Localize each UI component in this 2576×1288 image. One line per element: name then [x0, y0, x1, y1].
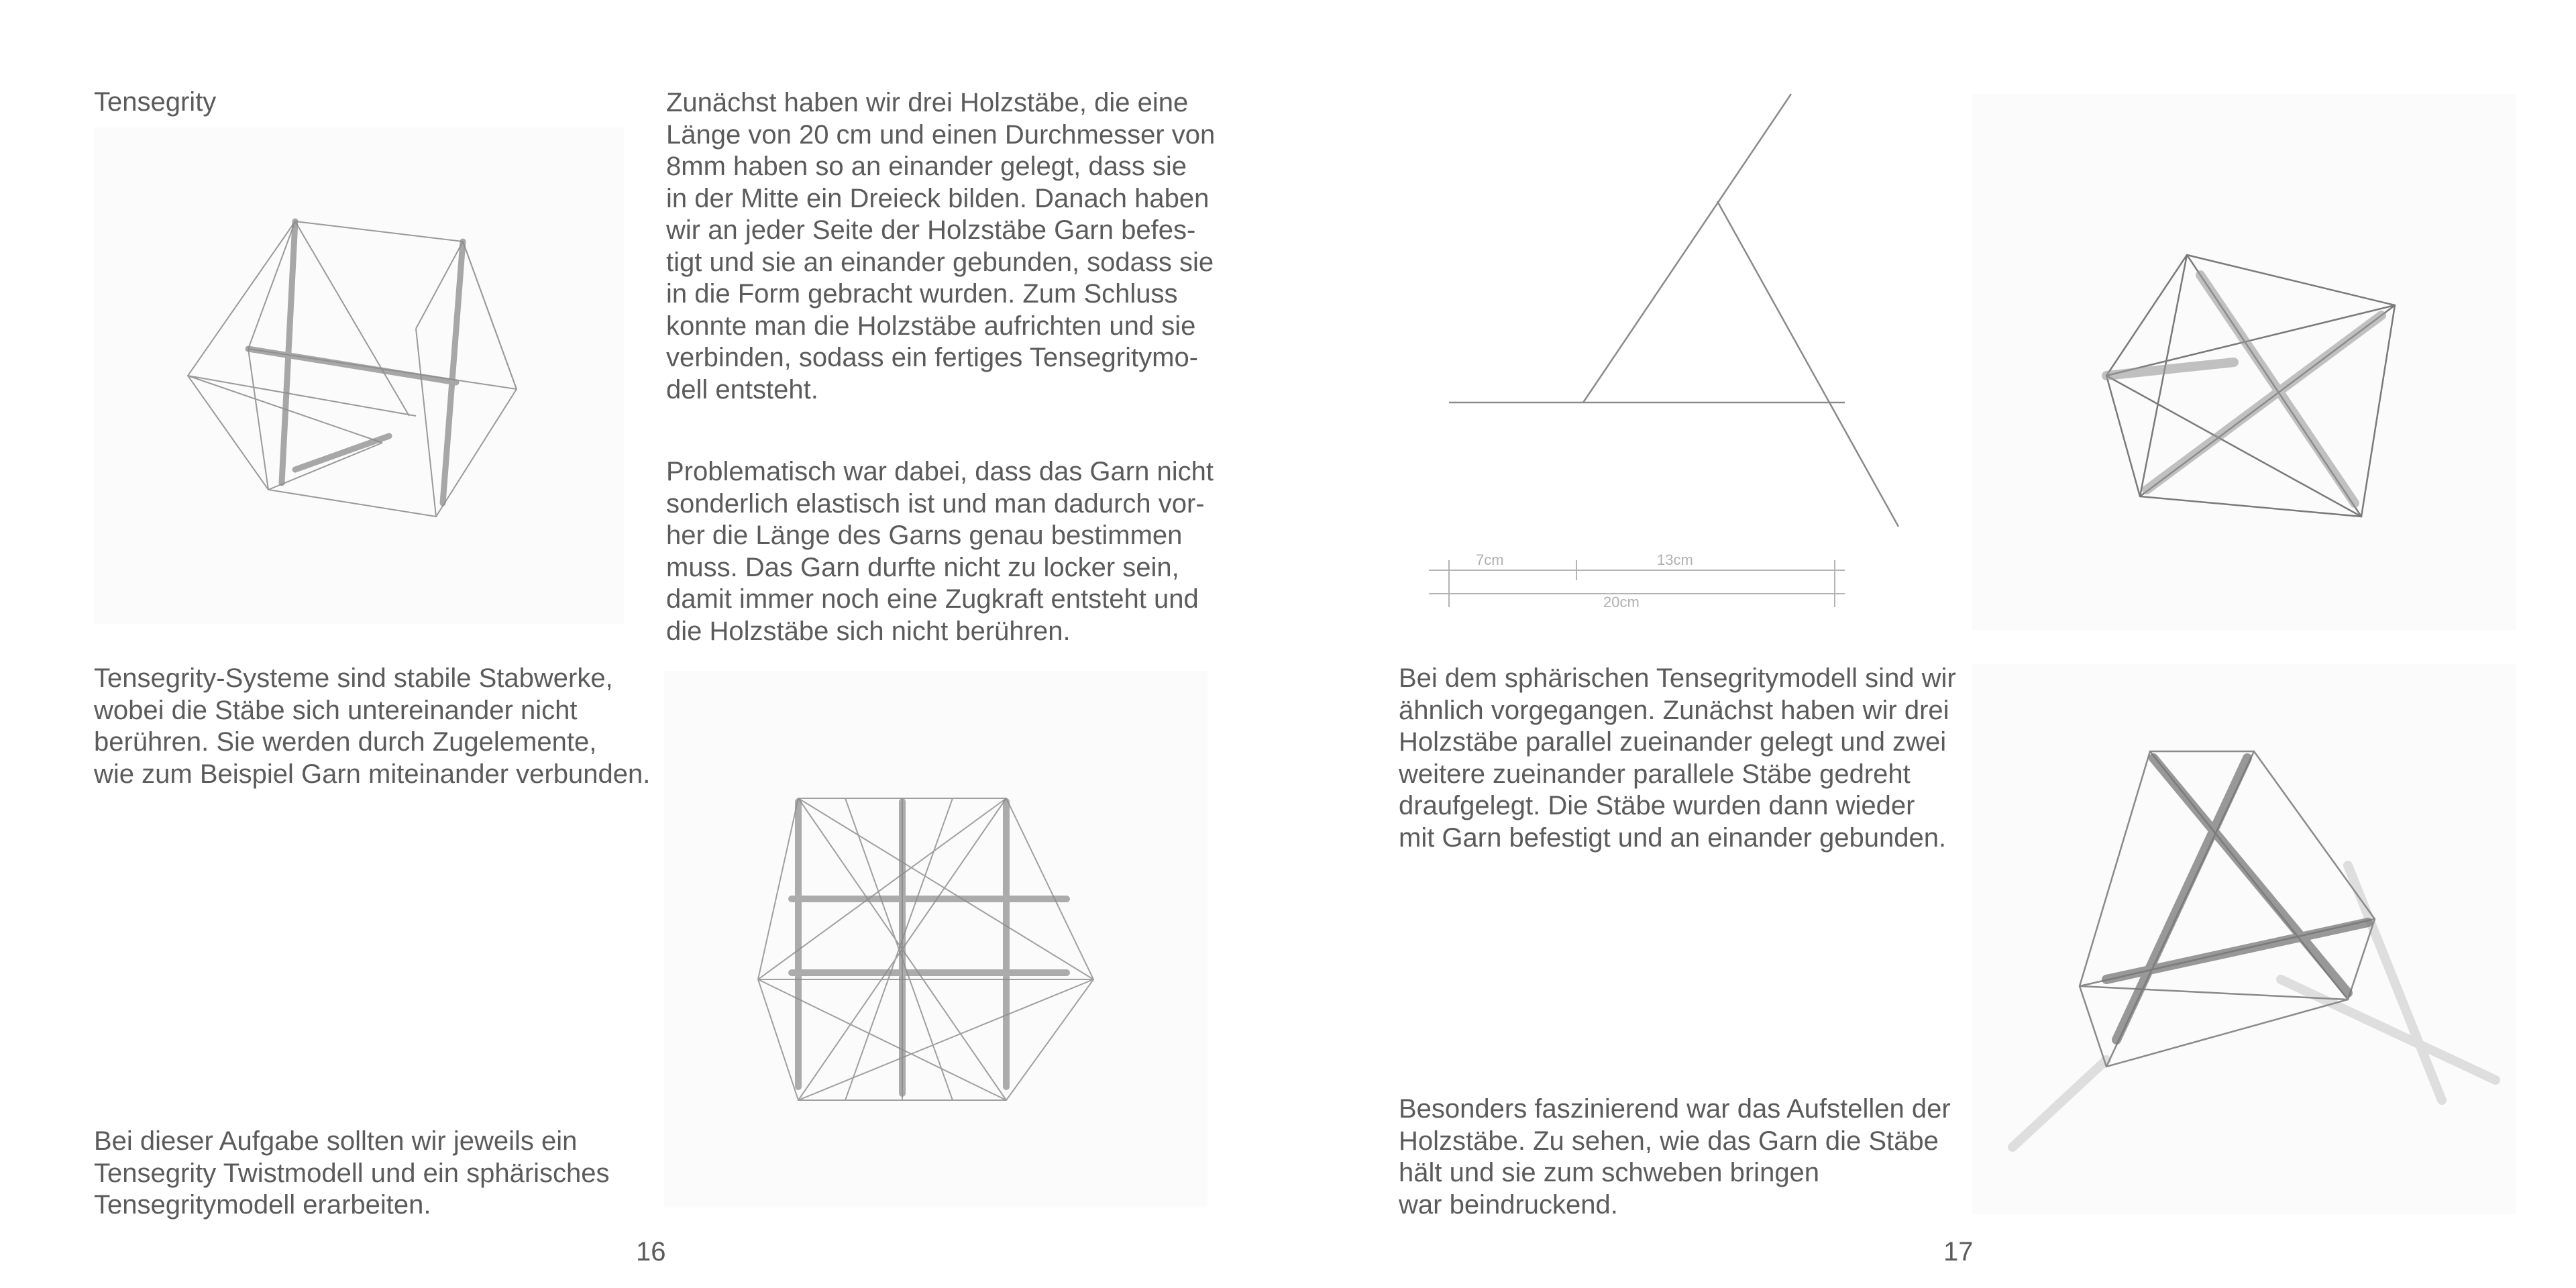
twist-model-sketch-2-svg: [1972, 94, 2516, 631]
problem-paragraph: Problematisch war dabei, dass das Garn nicht sonderlich elastisch ist und man dadurch vor- her die Länge des Garns genau bestimmen muss. Das Garn durfte nicht zu locker sein, damit immer noch eine Zugkraft entsteht und die Holzstäbe sich nicht berühren.: [666, 457, 1214, 646]
twist-model-sketch-1: [94, 127, 624, 624]
twist-model-sketch-2: [1972, 94, 2516, 631]
dimension-label-7cm: 7cm: [1476, 551, 1504, 568]
spherical-model-sketch-1-svg: [664, 671, 1208, 1208]
process-paragraph: Zunächst haben wir drei Holzstäbe, die eine Länge von 20 cm und einen Durchmesser von 8mm haben so an einander gelegt, dass sie in der Mitte ein Dreieck bilden. Danach haben wir an jeder Seite der Holzstäbe Garn befes- tigt und sie an einander gebunden, sodass sie in die Form gebracht wurden. Zum Schluss konnte man die Holzstäbe aufrichten und sie verbinden, sodass ein fertiges Tensegritymo- dell entsteht.: [666, 88, 1216, 405]
spherical-model-sketch-1: [664, 671, 1208, 1208]
dimension-label-13cm: 13cm: [1657, 551, 1693, 568]
twist-model-sketch-1-svg: [94, 127, 624, 624]
triangle-layout-diagram: [1415, 87, 1952, 624]
triangle-layout-diagram-svg: [1415, 87, 1952, 624]
page-number-right: 17: [1943, 1237, 1974, 1267]
spherical-model-sketch-2-svg: [1972, 664, 2516, 1214]
spherical-paragraph: Bei dem sphärischen Tensegritymodell sind wir ähnlich vorgegangen. Zunächst haben wir drei Holzstäbe parallel zueinander gelegt und zwei weitere zueinander parallele Stäbe gedreht draufgelegt. Die Stäbe wurden dann wieder mit Garn befestigt und an einander gebunden.: [1399, 663, 1956, 853]
page-title: Tensegrity: [94, 87, 217, 117]
fascination-paragraph: Besonders faszinierend war das Aufstellen der Holzstäbe. Zu sehen, wie das Garn die Stäbe hält und sie zum schweben bringen war beindruckend.: [1399, 1094, 1951, 1220]
intro-paragraph: Tensegrity-Systeme sind stabile Stabwerke, wobei die Stäbe sich untereinander nicht berühren. Sie werden durch Zugelemente, wie zum Beispiel Garn miteinander verbunden.: [94, 663, 651, 789]
task-paragraph: Bei dieser Aufgabe sollten wir jeweils ein Tensegrity Twistmodell und ein sphärisches Tensegritymodell erarbeiten.: [94, 1126, 610, 1220]
page-number-left: 16: [636, 1237, 666, 1267]
dimension-label-20cm: 20cm: [1603, 594, 1640, 610]
spherical-model-sketch-2: [1972, 664, 2516, 1214]
